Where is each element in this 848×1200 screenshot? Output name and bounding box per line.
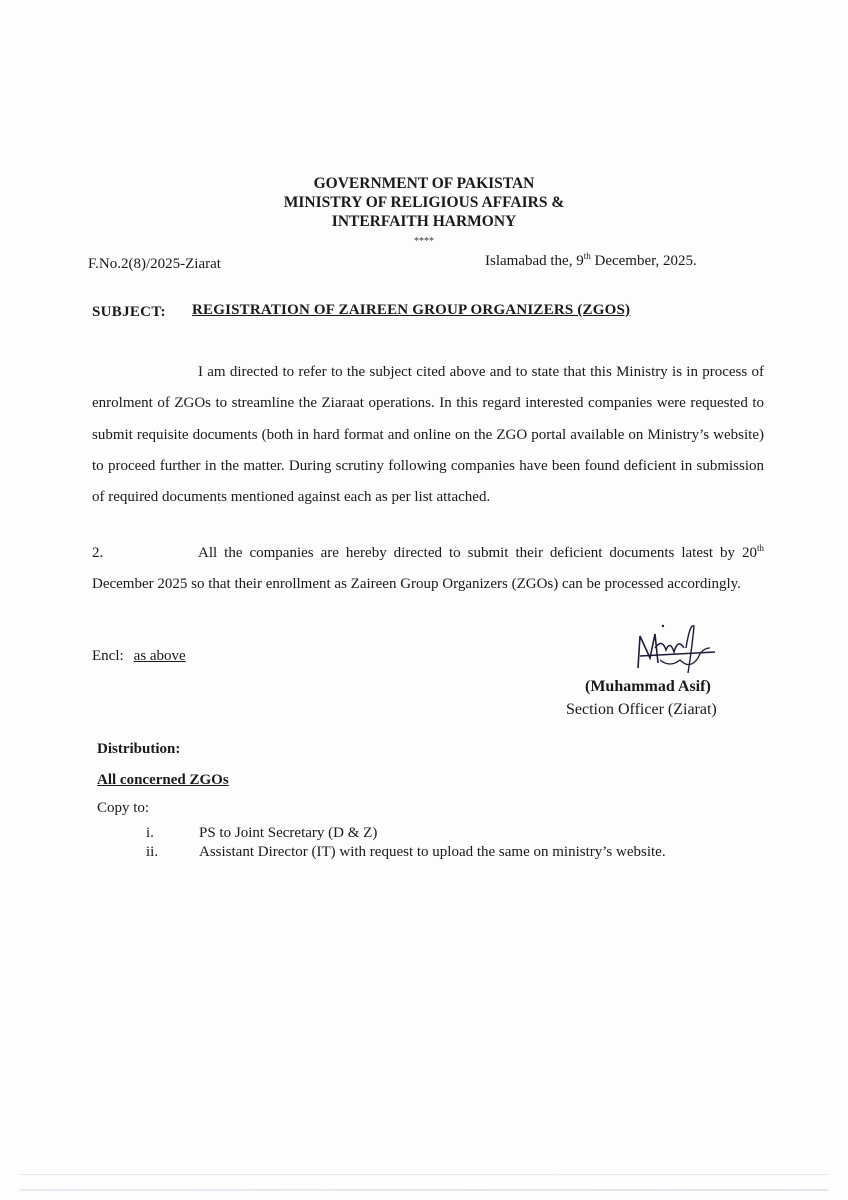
copy-item: i. PS to Joint Secretary (D & Z) [146, 825, 378, 841]
subject-label: SUBJECT: [92, 304, 166, 320]
copy-item: ii. Assistant Director (IT) with request to upload the same on ministry’s website. [146, 844, 666, 860]
distribution-label: Distribution: [97, 741, 181, 757]
scan-artifact [20, 1189, 828, 1191]
header-ministry: MINISTRY OF RELIGIOUS AFFAIRS & [283, 194, 565, 211]
copy-to-label: Copy to: [97, 800, 150, 816]
letter-date: Islamabad the, 9th December, 2025. [485, 251, 697, 269]
header-interfaith: INTERFAITH HARMONY [331, 213, 517, 230]
paragraph-1: I am directed to refer to the subject cited above and to state that this Ministry is in process of enrolment of ZGOs to streamline the Ziaraat operations. In this regard interested companies were requested to submit requisite documents (both in hard format and online on the ZGO portal available on Ministry’s website) to proceed further in the matter. During scrutiny following companies have been found deficient in submission of required documents mentioned against each as per list attached. [92, 364, 764, 506]
enclosure-value: as above [133, 648, 186, 664]
distribution-to: All concerned ZGOs [97, 772, 229, 788]
file-number: F.No.2(8)/2025-Ziarat [88, 256, 221, 272]
scan-artifact [20, 1174, 828, 1175]
paragraph-2: 2. All the companies are hereby directed to submit their deficient documents latest by 20th December 2025 so that their enrollment as Zaireen Group Organizers (ZGOs) can be processed accordingly. [92, 543, 764, 593]
signatory-title: Section Officer (Ziarat) [566, 701, 717, 718]
enclosure: Encl: as above [92, 648, 186, 664]
header-separator: **** [414, 236, 434, 247]
subject-text: REGISTRATION OF ZAIREEN GROUP ORGANIZERS (ZGOS) [192, 302, 631, 318]
signature-mark [600, 618, 730, 678]
signatory-name: (Muhammad Asif) [585, 678, 711, 695]
header-government: GOVERNMENT OF PAKISTAN [313, 175, 535, 192]
